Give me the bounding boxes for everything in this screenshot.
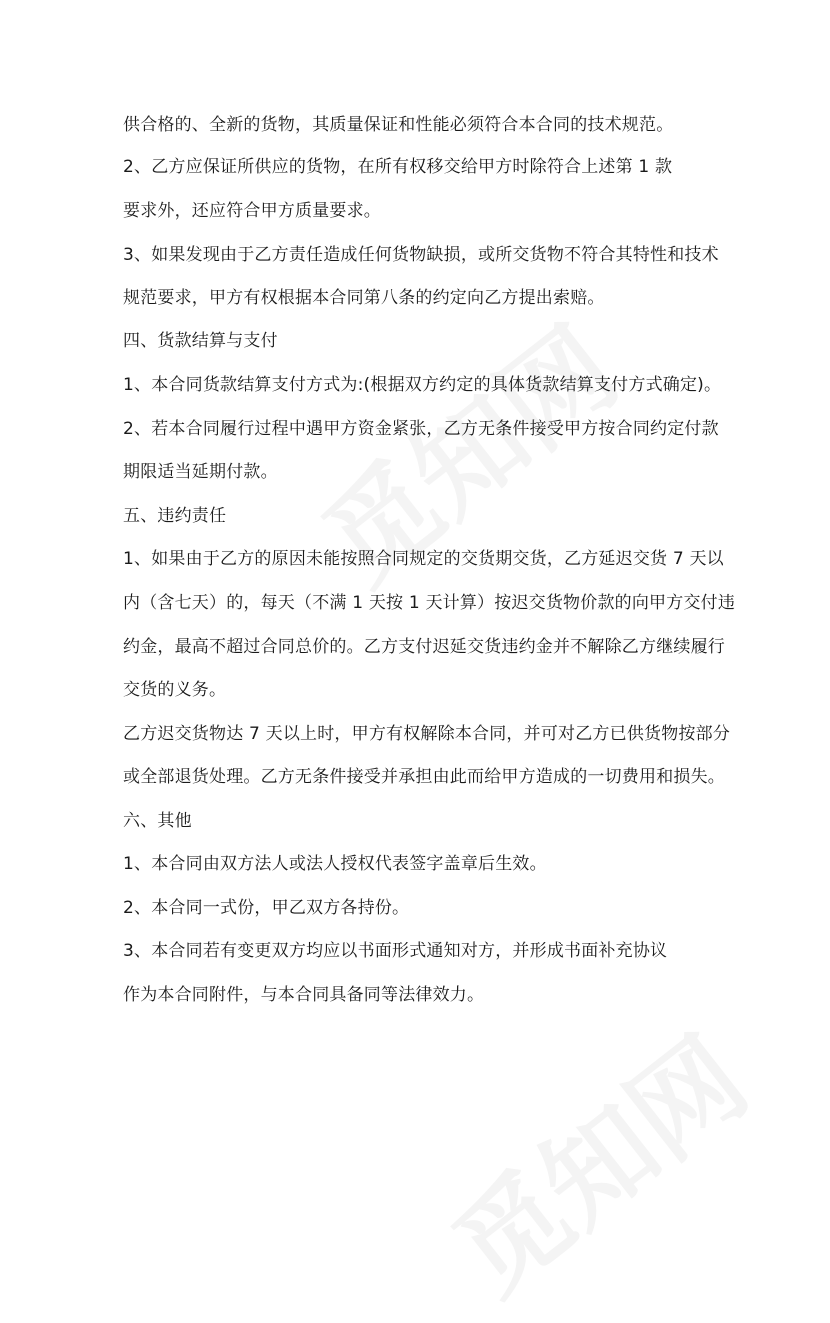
clause-line: 2、本合同一式份，甲乙双方各持份。 (123, 898, 410, 918)
clause-line: 3、本合同若有变更双方均应以书面形式通知对方，并形成书面补充协议 (123, 941, 668, 961)
paragraph-line: 作为本合同附件，与本合同具备同等法律效力。 (123, 985, 485, 1005)
clause-line: 3、如果发现由于乙方责任造成任何货物缺损，或所交货物不符合其特性和技术 (123, 245, 719, 265)
paragraph-line: 要求外，还应符合甲方质量要求。 (123, 201, 381, 221)
paragraph-line: 乙方迟交货物达 7 天以上时，甲方有权解除本合同，并可对乙方已供货物按部分 (123, 724, 731, 744)
clause-line: 1、本合同由双方法人或法人授权代表签字盖章后生效。 (123, 854, 547, 874)
paragraph-line: 规范要求，甲方有权根据本合同第八条的约定向乙方提出索赔。 (123, 288, 605, 308)
paragraph-line: 交货的义务。 (123, 680, 227, 700)
paragraph-line: 期限适当延期付款。 (123, 462, 278, 482)
clause-line: 2、若本合同履行过程中遇甲方资金紧张，乙方无条件接受甲方按合同约定付款 (123, 419, 719, 439)
paragraph-line: 或全部退货处理。乙方无条件接受并承担由此而给甲方造成的一切费用和损失。 (123, 767, 725, 787)
paragraph-line: 约金，最高不超过合同总价的。乙方支付迟延交货违约金并不解除乙方继续履行 (123, 637, 725, 657)
section-heading: 六、其他 (123, 811, 192, 831)
clause-line: 1、本合同货款结算支付方式为:(根据双方约定的具体货款结算支付方式确定)。 (123, 375, 722, 395)
section-heading: 五、违约责任 (123, 506, 227, 526)
clause-line: 2、乙方应保证所供应的货物，在所有权移交给甲方时除符合上述第 1 款 (123, 157, 673, 177)
clause-line: 1、如果由于乙方的原因未能按照合同规定的交货期交货，乙方延迟交货 7 天以 (123, 549, 724, 569)
paragraph-line: 内（含七天）的，每天（不满 1 天按 1 天计算）按迟交货物价款的向甲方交付违 (123, 593, 736, 613)
section-heading: 四、货款结算与支付 (123, 331, 278, 351)
watermark (416, 995, 773, 1323)
paragraph-line: 供合格的、全新的货物，其质量保证和性能必须符合本合同的技术规范。 (123, 115, 674, 135)
